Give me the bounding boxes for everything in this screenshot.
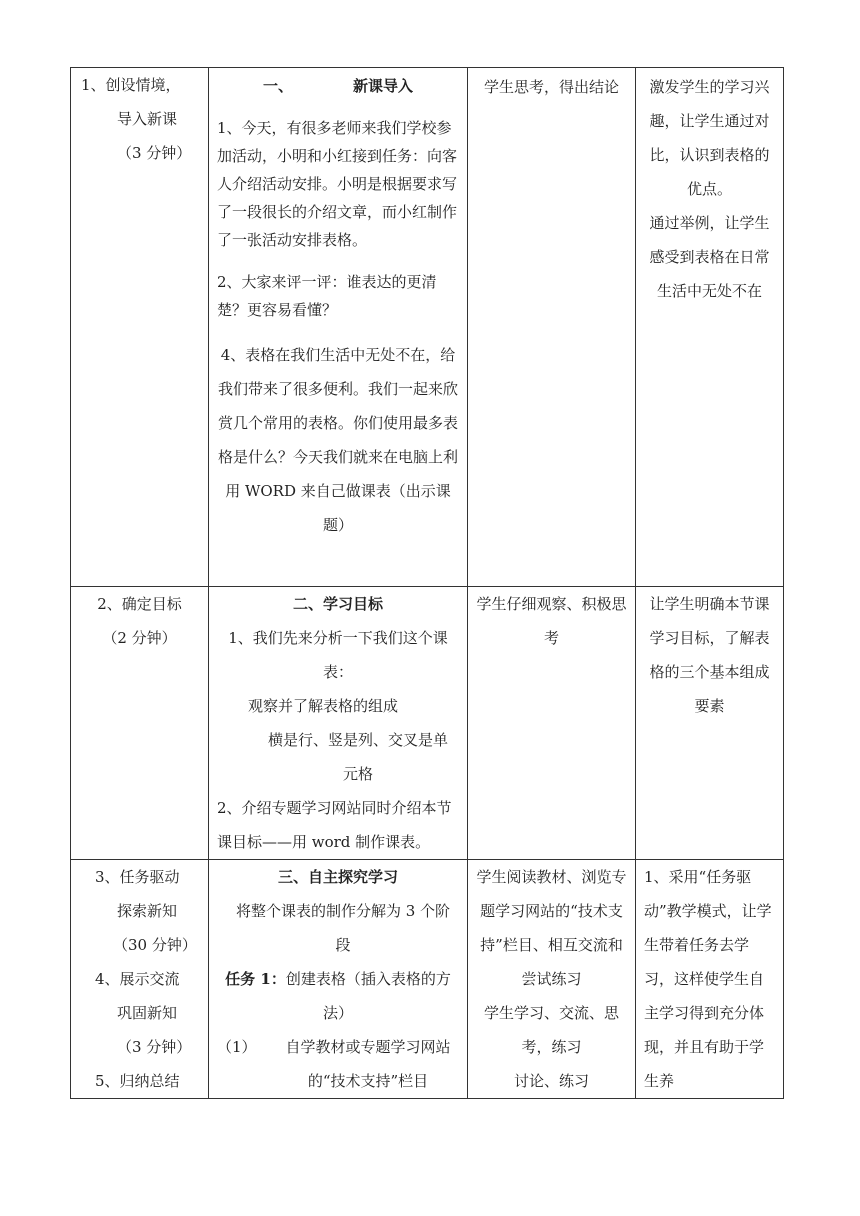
text-line: 将整个课表的制作分解为 3 个阶段: [235, 902, 451, 954]
design-intent-text: 让学生明确本节课学习目标，了解表格的三个基本组成要素: [649, 595, 770, 715]
task-label: 任务 1：: [225, 970, 286, 988]
paragraph: 2、大家来评一评：谁表达的更清楚？更容易看懂？: [217, 273, 437, 319]
stage-line: 4、展示交流: [95, 970, 180, 988]
stage-line: （3 分钟）: [117, 1038, 192, 1056]
table-row: [71, 68, 784, 587]
stage-line: 1、创设情境，: [81, 76, 181, 94]
student-activity-cell: [468, 860, 636, 1099]
stage-line: 探索新知: [117, 902, 178, 920]
student-activity-text: 讨论、练习: [513, 1072, 589, 1090]
design-intent-cell: [636, 587, 784, 860]
text-line: 观察并了解表格的组成: [247, 697, 398, 715]
paragraph: 1、今天，有很多老师来我们学校参加活动，小明和小红接到任务：向客人介绍活动安排。小明是根据要求写了一段很长的介绍文章，而小红制作了一张活动安排表格。: [217, 119, 458, 249]
step-text: 自学教材或专题学习网站的“技术支持”栏目: [285, 1038, 451, 1090]
teacher-activity-cell: [209, 860, 468, 1099]
stage-cell: [71, 860, 209, 1099]
table-row: [71, 860, 784, 1099]
stage-line: （3 分钟）: [117, 144, 192, 162]
section-heading: 三、自主探究学习: [277, 868, 398, 886]
design-intent-cell: [636, 860, 784, 1099]
text-line: 横是行、竖是列、交叉是单元格: [267, 731, 448, 783]
design-intent-text: 激发学生的学习兴趣，让学生通过对比，认识到表格的优点。: [649, 78, 770, 198]
student-activity-cell: [468, 587, 636, 860]
task-line: [217, 962, 459, 1030]
stage-line: 导入新课: [117, 110, 178, 128]
teacher-activity-cell: [209, 68, 468, 587]
section-heading: 二、学习目标: [292, 595, 383, 613]
heading-text: 新课导入: [353, 77, 414, 95]
stage-cell: [71, 68, 209, 587]
task-text: 创建表格（插入表格的方法）: [285, 970, 451, 1022]
stage-cell: [71, 587, 209, 860]
design-intent-text: 1、采用“任务驱动”教学模式，让学生带着任务去学习，这样使学生自主学习得到充分体现，并且有助于学生养: [644, 868, 772, 1090]
stage-line: 3、任务驱动: [95, 868, 180, 886]
heading-number: 一、: [262, 77, 293, 95]
student-activity-text: 学生学习、交流、思考，练习: [483, 1004, 619, 1056]
paragraph: 4、表格在我们生活中无处不在，给我们带来了很多便利。我们一起来欣赏几个常用的表格。你们使用最多表格是什么？今天我们就来在电脑上利用 WORD 来自己做课表（出示课题）: [217, 346, 458, 534]
lesson-plan-table: [70, 67, 784, 1099]
student-activity-text: 学生思考，得出结论: [483, 78, 619, 96]
student-activity-text: 学生仔细观察、积极思考: [476, 595, 627, 647]
stage-line: （30 分钟）: [113, 936, 197, 954]
student-activity-cell: [468, 68, 636, 587]
step-number: （1）: [217, 1038, 257, 1056]
text-line: 2、介绍专题学习网站同时介绍本节课目标——用 word 制作课表。: [217, 799, 452, 851]
student-activity-text: 学生阅读教材、浏览专题学习网站的“技术支持”栏目、相互交流和尝试练习: [476, 868, 627, 988]
text-line: 1、我们先来分析一下我们这个课表：: [228, 629, 448, 681]
design-intent-cell: [636, 68, 784, 587]
teacher-activity-cell: [209, 587, 468, 860]
section-heading: [217, 68, 459, 104]
stage-line: 5、归纳总结: [95, 1072, 180, 1090]
stage-line: （2 分钟）: [102, 629, 177, 647]
step-line: [217, 1030, 459, 1098]
stage-line: 巩固新知: [117, 1004, 178, 1022]
stage-line: 2、确定目标: [97, 595, 182, 613]
design-intent-text: 通过举例，让学生感受到表格在日常生活中无处不在: [649, 214, 770, 300]
table-row: [71, 587, 784, 860]
